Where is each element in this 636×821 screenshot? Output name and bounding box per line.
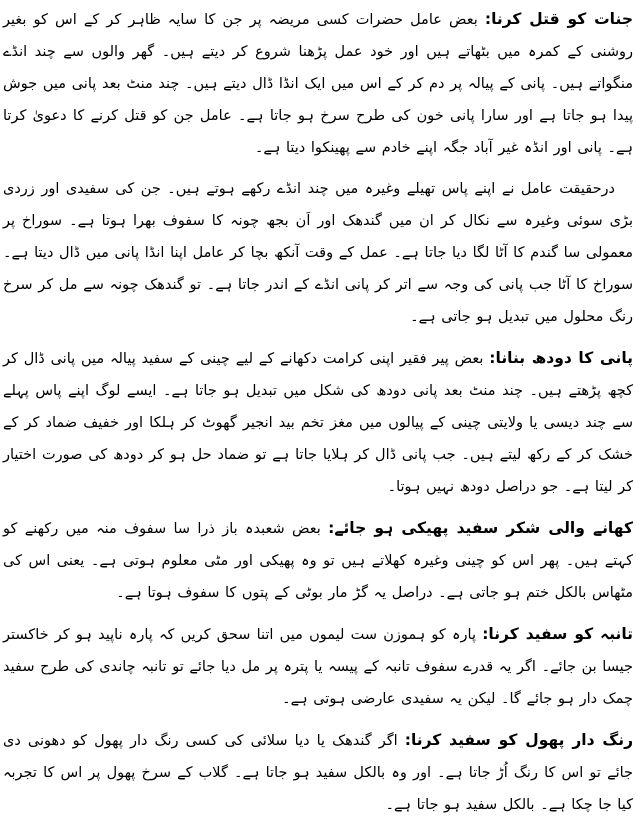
section-heading: پانی کا دودھ بنانا:: [489, 349, 633, 367]
section-text: درحقیقت عامل نے اپنے پاس تھیلے وغیرہ میں چند انڈے رکھے ہوتے ہیں۔ جن کی سفیدی اور زردی بڑی سوئی وغیرہ سے نکال کر ان میں گندھک اور اَن بجھ چونہ کا سفوف بھرا ہوتا ہے۔ سوراخ پر معمولی سا گندم کا آٹا لگا دیا جاتا ہے۔ عمل کے وقت آنکھ بچا کر عامل اپنا انڈا پانی میں ڈال دیتا ہے۔ سوراخ کا آٹا جب پانی کی وجہ سے اتر کر پانی انڈے کے اندر جاتا ہے۔ تو گندھک چونہ سے مل کر سرخ رنگ محلول میں تبدیل ہو جاتی ہے۔: [3, 181, 633, 325]
section-text: بعض عامل حضرات کسی مریضہ پر جن کا سایہ ظاہر کر کے اس کو بغیر روشنی کے کمرہ میں بٹھاتے ہیں اور خود عمل پڑھنا شروع کر دیتے ہیں۔ گھر والوں سے چند انڈے منگواتے ہیں۔ پانی کے پیالہ پر دم کر کے اس میں ایک انڈا ڈال دیتے ہیں۔ چند منٹ بعد پانی میں جوش پیدا ہو جاتا ہے اور سارا پانی خون کی طرح سرخ ہو جاتا ہے۔ عامل جن کو قتل کرنے کا دعویٰ کرتا ہے۔ پانی اور انڈہ غیر آباد جگہ اپنے خادم سے پھینکوا دیتا ہے۔: [3, 12, 633, 156]
section-text: بعض شعبدہ باز ذرا سا سفوف منہ میں رکھنے کو کہتے ہیں۔ پھر اس کو چینی وغیرہ کھلاتے ہیں تو وہ پھیکی اور مٹی معلوم ہوتی ہے۔ یعنی اس کی مٹھاس بالکل ختم ہو جاتی ہے۔ دراصل یہ گڑ مار بوٹی کے پتوں کا سفوف ہوتا ہے۔: [3, 521, 633, 601]
section-heading: رنگ دار پھول کو سفید کرنا:: [404, 731, 633, 749]
paragraph: [3, 724, 633, 821]
section-heading: کھانے والی شکر سفید پھیکی ہو جائے:: [328, 519, 633, 537]
paragraph: [3, 618, 633, 715]
section-heading: تانبہ کو سفید کرنا:: [482, 625, 633, 643]
section-text: پارہ کو ہموزن ست لیموں میں اتنا سحق کریں کہ پارہ ناپید ہو کر خاکستر جیسا بن جائے۔ اگر یہ قدرے سفوف تانبہ کے پیسہ یا پترہ پر مل دیا جائے تو تانبہ چاندی کی طرح سفید چمک دار ہو جائے گا۔ لیکن یہ سفیدی عارضی ہوتی ہے۔: [3, 627, 633, 707]
article-body: [3, 3, 633, 821]
section-heading: جنات کو قتل کرنا:: [484, 10, 634, 28]
section-text: اگر گندھک یا دیا سلائی کی کسی رنگ دار پھول کو دھونی دی جائے تو اس کا رنگ اُڑ جاتا ہے۔ اور وہ بالکل سفید ہو جاتا ہے۔ گلاب کے سرخ پھول پر اس کا تجربہ کیا جا چکا ہے۔ بالکل سفید ہو جاتا ہے۔: [3, 733, 633, 813]
paragraph: [3, 342, 633, 503]
paragraph: [3, 173, 633, 333]
paragraph: [3, 3, 633, 164]
paragraph: [3, 512, 633, 609]
section-text: بعض پیر فقیر اپنی کرامت دکھانے کے لیے چینی کے سفید پیالہ میں پانی ڈال کر کچھ پڑھتے ہیں۔ چند منٹ بعد پانی دودھ کی شکل میں تبدیل ہو جاتا ہے۔ ایسے لوگ اپنے پاس پہلے سے چند دیسی یا ولایتی چینی کے پیالوں میں مغز تخم بید انجیر گھوٹ کر ہلکا اور خفیف ضماد کر کے خشک کر کے رکھ لیتے ہیں۔ جب پانی ڈال کر ہلایا جاتا ہے تو ضماد حل ہو کر دودھ کی صورت اختیار کر لیتا ہے۔ جو دراصل دودھ نہیں ہوتا۔: [3, 351, 633, 495]
